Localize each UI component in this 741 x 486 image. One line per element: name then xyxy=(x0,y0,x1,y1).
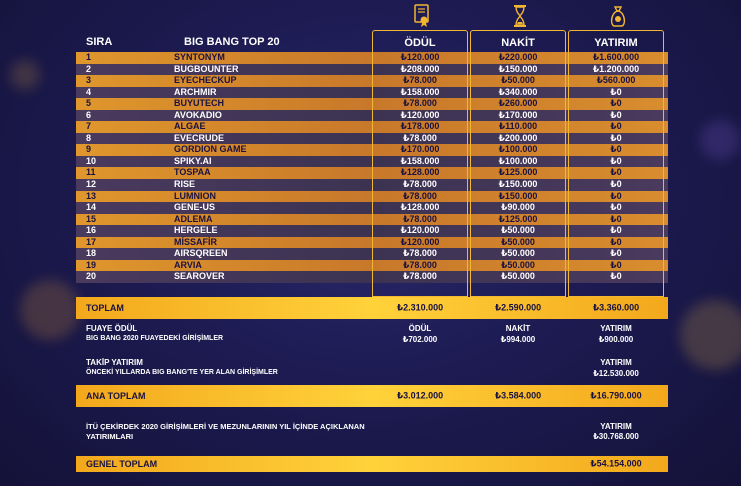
yatirim-cell: ₺0 xyxy=(610,236,622,247)
table-row xyxy=(76,133,668,145)
odul-cell: ₺78.000 xyxy=(403,98,437,109)
startup-name-cell: SEAROVER xyxy=(174,271,225,282)
startup-name-cell: GORDION GAME xyxy=(174,144,247,155)
odul-cell: ₺208.000 xyxy=(400,63,440,74)
hourglass-icon xyxy=(511,4,529,28)
table-row xyxy=(76,225,668,237)
rank-cell: 18 xyxy=(86,248,97,259)
startup-name-cell: LUMNION xyxy=(174,190,216,201)
table-row xyxy=(76,167,668,179)
yatirim-cell: ₺0 xyxy=(610,213,622,224)
fuaye-odul-value: ₺702.000 xyxy=(402,335,438,344)
rank-cell: 8 xyxy=(86,132,92,143)
genel-toplam-label: GENEL TOPLAM xyxy=(86,459,158,469)
startup-name-cell: EVECRUDE xyxy=(174,132,225,143)
yatirim-cell: ₺1.600.000 xyxy=(592,52,640,62)
startup-name-cell: MİSSAFİR xyxy=(174,236,218,247)
table-row xyxy=(76,98,668,110)
itu-section xyxy=(76,422,668,448)
nakit-cell: ₺50.000 xyxy=(501,75,535,86)
fuaye-nakit-label: NAKİT xyxy=(505,324,531,333)
odul-cell: ₺78.000 xyxy=(403,75,437,86)
odul-cell: ₺170.000 xyxy=(400,144,440,155)
toplam-label: TOPLAM xyxy=(86,303,124,313)
ana-toplam-odul: ₺3.012.000 xyxy=(396,390,444,401)
rank-cell: 19 xyxy=(86,259,97,270)
ana-toplam-label: ANA TOPLAM xyxy=(86,391,146,401)
table-row xyxy=(76,64,668,76)
toplam-yatirim: ₺3.360.000 xyxy=(592,302,640,313)
nakit-cell: ₺170.000 xyxy=(498,109,538,120)
startup-name-cell: TOSPAA xyxy=(174,167,211,178)
nakit-cell: ₺50.000 xyxy=(501,236,535,247)
takip-section xyxy=(76,358,668,380)
genel-toplam-row xyxy=(76,456,668,472)
ana-toplam-yatirim: ₺16.790.000 xyxy=(590,390,642,401)
table-row xyxy=(76,248,668,260)
itu-title-line1: İTÜ ÇEKİRDEK 2020 GİRİŞİMLERİ VE MEZUNLARININ YIL İÇİNDE AÇIKLANAN xyxy=(86,422,365,431)
nakit-cell: ₺125.000 xyxy=(498,167,538,178)
fuaye-nakit-value: ₺994.000 xyxy=(500,335,536,344)
rank-cell: 1 xyxy=(86,52,92,62)
startup-name-cell: GENE-US xyxy=(174,202,216,213)
yatirim-cell: ₺0 xyxy=(610,271,622,282)
table-row xyxy=(76,179,668,191)
yatirim-cell: ₺0 xyxy=(610,98,622,109)
nakit-cell: ₺125.000 xyxy=(498,213,538,224)
toplam-row xyxy=(76,297,668,319)
table-row xyxy=(76,191,668,203)
nakit-cell: ₺90.000 xyxy=(501,202,535,213)
table-row xyxy=(76,75,668,87)
odul-cell: ₺128.000 xyxy=(400,167,440,178)
startup-name-cell: RISE xyxy=(174,179,196,190)
yatirim-cell: ₺0 xyxy=(610,132,622,143)
nakit-cell: ₺340.000 xyxy=(498,86,538,97)
odul-cell: ₺158.000 xyxy=(400,86,440,97)
column-icons xyxy=(0,4,741,30)
nakit-cell: ₺220.000 xyxy=(498,52,538,62)
table-row xyxy=(76,110,668,122)
odul-cell: ₺120.000 xyxy=(400,236,440,247)
ranking-table xyxy=(76,52,668,283)
fuaye-yatirim-value: ₺900.000 xyxy=(598,335,634,344)
rank-cell: 2 xyxy=(86,63,92,74)
startup-name-cell: BUGBOUNTER xyxy=(174,63,239,74)
yatirim-cell: ₺0 xyxy=(610,86,622,97)
fuaye-odul-label: ÖDÜL xyxy=(408,324,432,333)
rank-cell: 7 xyxy=(86,121,92,132)
rank-cell: 20 xyxy=(86,271,97,282)
startup-name-cell: HERGELE xyxy=(174,225,218,236)
ana-toplam-nakit: ₺3.584.000 xyxy=(494,390,542,401)
nakit-cell: ₺50.000 xyxy=(501,259,535,270)
nakit-column-header: NAKİT xyxy=(470,30,566,52)
itu-yatirim-value: ₺30.768.000 xyxy=(593,432,639,441)
odul-cell: ₺120.000 xyxy=(400,52,440,62)
rank-cell: 6 xyxy=(86,109,92,120)
odul-cell: ₺158.000 xyxy=(400,155,440,166)
rank-cell: 4 xyxy=(86,86,92,97)
rank-cell: 11 xyxy=(86,167,96,178)
table-title: BIG BANG TOP 20 xyxy=(184,36,280,48)
itu-title-line2: YATIRIMLARI xyxy=(86,432,134,441)
bokeh-light xyxy=(680,300,741,370)
toplam-odul: ₺2.310.000 xyxy=(396,302,444,313)
startup-name-cell: BUYUTECH xyxy=(174,98,225,109)
odul-cell: ₺78.000 xyxy=(403,213,437,224)
table-row xyxy=(76,202,668,214)
nakit-cell: ₺100.000 xyxy=(498,144,538,155)
itu-yatirim-label: YATIRIM xyxy=(600,422,632,431)
startup-name-cell: SYNTONYM xyxy=(174,52,225,62)
startup-name-cell: ARCHMIR xyxy=(174,86,217,97)
odul-cell: ₺78.000 xyxy=(403,248,437,259)
certificate-icon xyxy=(413,4,431,28)
rank-header: SIRA xyxy=(86,36,113,48)
startup-name-cell: AIRSQREEN xyxy=(174,248,228,259)
nakit-cell: ₺260.000 xyxy=(498,98,538,109)
nakit-cell: ₺200.000 xyxy=(498,132,538,143)
rank-cell: 14 xyxy=(86,202,97,213)
money-bag-icon xyxy=(609,4,627,28)
odul-cell: ₺78.000 xyxy=(403,190,437,201)
rank-cell: 13 xyxy=(86,190,97,201)
yatirim-cell: ₺0 xyxy=(610,121,622,132)
table-row xyxy=(76,87,668,99)
fuaye-section xyxy=(76,324,668,350)
takip-yatirim-value: ₺12.530.000 xyxy=(593,369,639,378)
fuaye-title: FUAYE ÖDÜL xyxy=(86,324,138,333)
rank-cell: 10 xyxy=(86,155,97,166)
nakit-cell: ₺50.000 xyxy=(501,271,535,282)
takip-title: TAKİP YATIRIM xyxy=(86,358,143,367)
fuaye-yatirim-label: YATIRIM xyxy=(600,324,632,333)
yatirim-cell: ₺0 xyxy=(610,248,622,259)
table-row xyxy=(76,260,668,272)
yatirim-cell: ₺1.200.000 xyxy=(592,63,640,74)
fuaye-subtitle: BIG BANG 2020 FUAYEDEKİ GİRİŞİMLER xyxy=(86,335,224,342)
ana-toplam-row xyxy=(76,385,668,407)
table-row xyxy=(76,237,668,249)
nakit-cell: ₺50.000 xyxy=(501,248,535,259)
yatirim-cell: ₺560.000 xyxy=(596,75,636,86)
takip-yatirim-label: YATIRIM xyxy=(600,358,632,367)
table-row xyxy=(76,214,668,226)
odul-column-header: ÖDÜL xyxy=(372,30,468,52)
nakit-cell: ₺110.000 xyxy=(498,121,538,132)
table-row xyxy=(76,52,668,64)
rank-cell: 16 xyxy=(86,225,97,236)
rank-cell: 3 xyxy=(86,75,92,86)
bokeh-light xyxy=(700,120,740,160)
genel-toplam-value: ₺54.154.000 xyxy=(590,458,642,469)
yatirim-cell: ₺0 xyxy=(610,190,622,201)
yatirim-cell: ₺0 xyxy=(610,179,622,190)
rank-cell: 12 xyxy=(86,179,97,190)
startup-name-cell: ALGAE xyxy=(174,121,206,132)
startup-name-cell: ARVIA xyxy=(174,259,202,270)
table-row xyxy=(76,121,668,133)
nakit-cell: ₺100.000 xyxy=(498,155,538,166)
odul-cell: ₺78.000 xyxy=(403,179,437,190)
yatirim-cell: ₺0 xyxy=(610,202,622,213)
odul-cell: ₺78.000 xyxy=(403,259,437,270)
odul-cell: ₺178.000 xyxy=(400,121,440,132)
table-row xyxy=(76,144,668,156)
table-header xyxy=(76,30,668,52)
startup-name-cell: EYECHECKUP xyxy=(174,75,237,86)
bokeh-light xyxy=(20,280,80,340)
odul-cell: ₺120.000 xyxy=(400,225,440,236)
bokeh-light xyxy=(10,60,40,90)
yatirim-cell: ₺0 xyxy=(610,167,622,178)
odul-cell: ₺78.000 xyxy=(403,132,437,143)
rank-cell: 15 xyxy=(86,213,97,224)
yatirim-cell: ₺0 xyxy=(610,109,622,120)
odul-cell: ₺78.000 xyxy=(403,271,437,282)
yatirim-cell: ₺0 xyxy=(610,144,622,155)
startup-name-cell: ADLEMA xyxy=(174,213,213,224)
nakit-cell: ₺150.000 xyxy=(498,190,538,201)
odul-cell: ₺128.000 xyxy=(400,202,440,213)
yatirim-cell: ₺0 xyxy=(610,259,622,270)
takip-subtitle: ÖNCEKİ YILLARDA BIG BANG'TE YER ALAN GİRİŞİMLER xyxy=(86,369,278,376)
yatirim-cell: ₺0 xyxy=(610,155,622,166)
nakit-cell: ₺150.000 xyxy=(498,179,538,190)
yatirim-column-header: YATIRIM xyxy=(568,30,664,52)
nakit-cell: ₺50.000 xyxy=(501,225,535,236)
toplam-nakit: ₺2.590.000 xyxy=(494,302,542,313)
odul-cell: ₺120.000 xyxy=(400,109,440,120)
startup-name-cell: SPIKY.AI xyxy=(174,155,212,166)
table-row xyxy=(76,271,668,283)
yatirim-cell: ₺0 xyxy=(610,225,622,236)
rank-cell: 9 xyxy=(86,144,92,155)
startup-name-cell: AVOKADIO xyxy=(174,109,222,120)
rank-cell: 17 xyxy=(86,236,97,247)
nakit-cell: ₺150.000 xyxy=(498,63,538,74)
table-row xyxy=(76,156,668,168)
rank-cell: 5 xyxy=(86,98,92,109)
